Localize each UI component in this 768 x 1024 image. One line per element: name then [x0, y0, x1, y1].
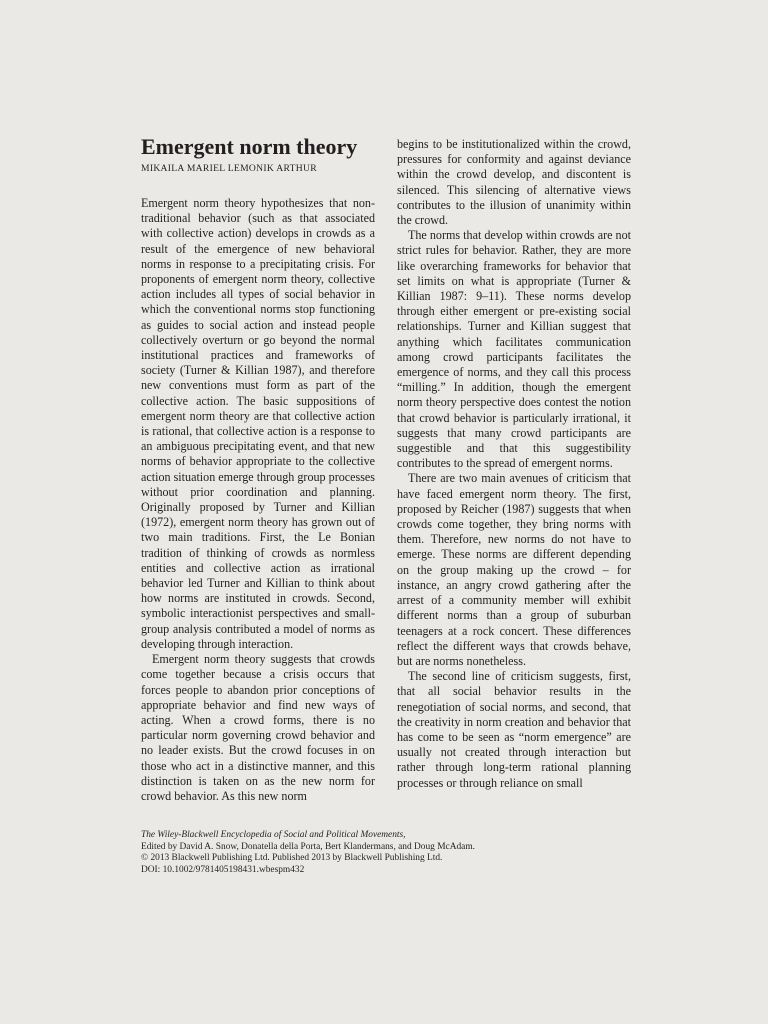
citation-footer	[141, 830, 641, 877]
paragraph: begins to be institutionalized within the crowd, pressures for conformity and against deviance within the crowd develop, and discontent is silenced. This silencing of alternative views contributes to the illusion of unanimity within the crowd.	[397, 137, 631, 228]
footer-source: The Wiley-Blackwell Encyclopedia of Social and Political Movements,	[141, 830, 406, 840]
paragraph: There are two main avenues of criticism that have faced emergent norm theory. The first, proposed by Reicher (1987) suggests that when crowds come together, they bring norms with them. Therefore, new norms do not have to emerge. These norms are different depending on the group making up the crowd – for instance, an angry crowd gathering after the arrest of a community member will exhibit different norms than a group of suburban teenagers at a rock concert. These differences reflect the different ways that crowds behave, but are norms nonetheless.	[397, 471, 631, 668]
footer-copyright: © 2013 Blackwell Publishing Ltd. Published 2013 by Blackwell Publishing Ltd.	[141, 853, 443, 864]
paragraph: Emergent norm theory suggests that crowds come together because a crisis occurs that forces people to abandon prior conceptions of appropriate behavior and find new ways of acting. When a crowd forms, there is no particular norm governing crowd behavior and no leader exists. But the crowd focuses in on those who act in a distinctive manner, and this distinction is taken on as the new norm for crowd behavior. As this new norm	[141, 652, 375, 803]
paragraph: The second line of criticism suggests, first, that all social behavior results in the renegotiation of social norms, and second, that the creativity in norm creation and behavior that has come to be seen as “norm emergence” are usually not created through interaction but rather through long-term rational planning processes or through reliance on small	[397, 669, 631, 790]
footer-doi: DOI: 10.1002/9781405198431.wbespm432	[141, 865, 305, 876]
article-title: Emergent norm theory	[141, 134, 358, 159]
article-author: MIKAILA MARIEL LEMONIK ARTHUR	[141, 163, 317, 174]
paragraph: Emergent norm theory hypothesizes that non-traditional behavior (such as that associated with collective action) develops in crowds as a result of the emergence of new behavioral norms in response to a precipitating crisis. For proponents of emergent norm theory, collective action includes all types of social behavior in which the conventional norms stop functioning as guides to social action and instead people collectively overturn or go beyond the normal institutional practices and frameworks of society (Turner & Killian 1987), and therefore new conventions must form as part of the collective action. The basic suppositions of emergent norm theory are that collective action is rational, that collective action is a response to an ambiguous precipitating event, and that new norms of behavior appropriate to the collective action situation emerge through group processes without prior coordination and planning. Originally proposed by Turner and Killian (1972), emergent norm theory has grown out of two main traditions. First, the Le Bonian tradition of thinking of crowds as normless entities and collective action as irrational behavior led Turner and Killian to think about how norms are instituted in crowds. Second, symbolic interactionist perspectives and small-group analysis contributed a model of norms as developing through interaction.	[141, 196, 375, 651]
right-column	[397, 137, 631, 791]
left-column	[141, 134, 375, 804]
paragraph: The norms that develop within crowds are not strict rules for behavior. Rather, they are more like overarching frameworks for behavior that set limits on what is appropriate (Turner & Killian 1987: 9–11). These norms develop through either emergent or pre-existing social relationships. Turner and Killian suggest that anything which facilitates communication among crowd participants facilitates the emergence of norms, and they call this process “milling.” In addition, though the emergent norm theory perspective does contest the notion that crowd behavior is particularly irrational, it suggests that many crowd participants are suggestible and that this suggestibility contributes to the spread of emergent norms.	[397, 228, 631, 471]
footer-editors: Edited by David A. Snow, Donatella della Porta, Bert Klandermans, and Doug McAdam.	[141, 841, 475, 852]
